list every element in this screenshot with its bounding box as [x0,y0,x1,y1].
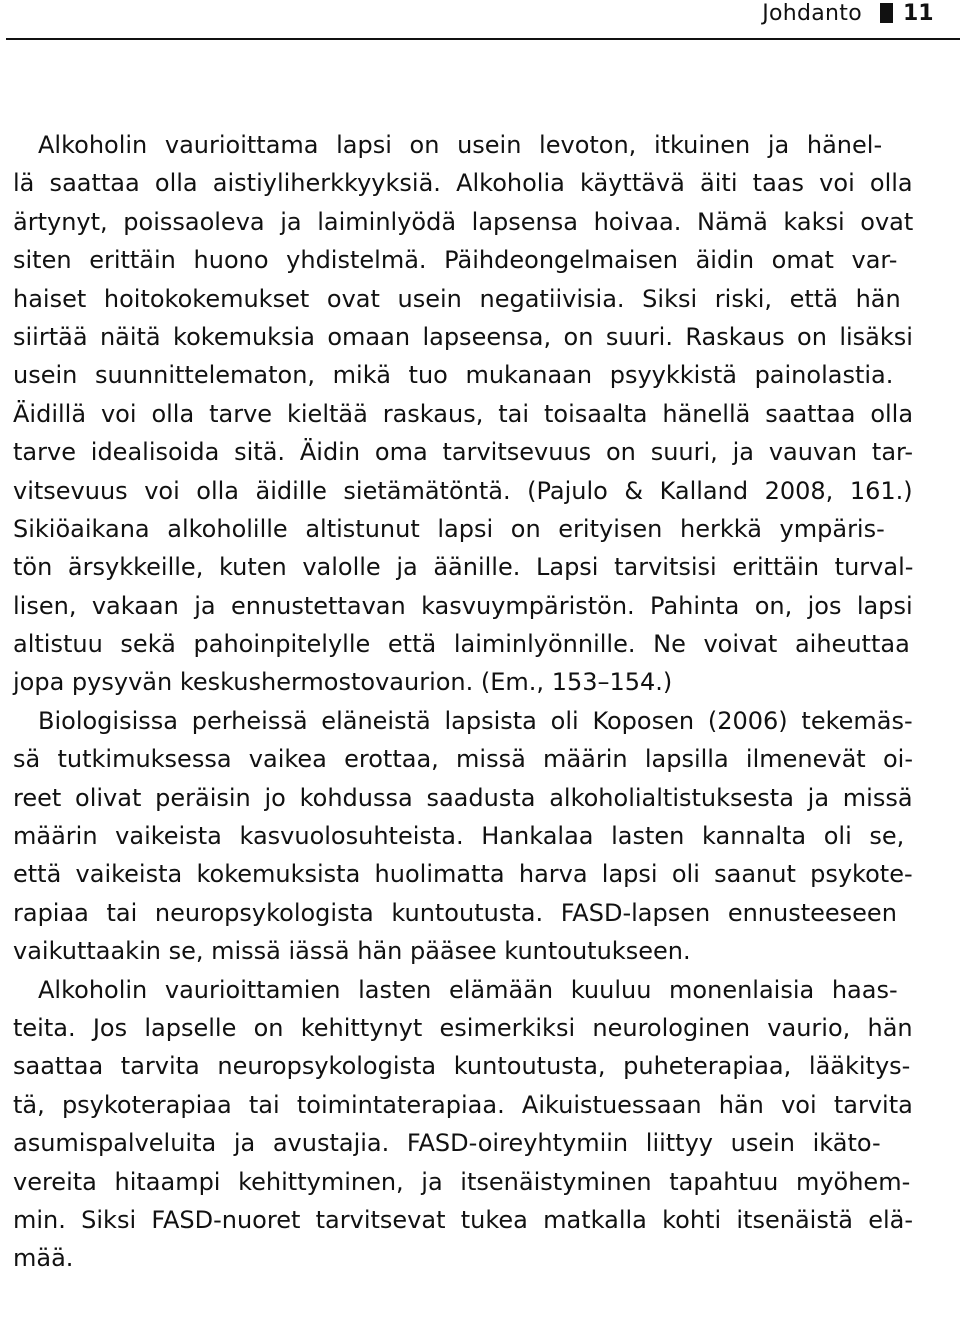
text-line: saattaa tarvita neuropsykologista kuntoutusta, puheterapiaa, lääkitys- [13,1052,911,1081]
text-line: Alkoholin vaurioittama lapsi on usein levoton, itkuinen ja hänel- [38,131,883,159]
text-line: tarve idealisoida sitä. Äidin oma tarvitsevuus on suuri, ja vauvan tar- [13,438,914,467]
text-line: vitsevuus voi olla äidille sietämätöntä. (Pajulo & Kalland 2008, 161.) [13,476,913,505]
text-line: siten erittäin huono yhdistelmä. Päihdeongelmaisen äidin omat var- [13,246,898,275]
text-line: reet olivat peräisin jo kohdussa saadusta alkoholialtistuksesta ja missä [13,783,913,812]
section-title: Johdanto [762,1,862,26]
text-line: tä, psykoterapiaa tai toimintaterapiaa. Aikuistuessaan hän voi tarvita [13,1090,913,1119]
text-line: sä tutkimuksessa vaikea erottaa, missä määrin lapsilla ilmenevät oi- [13,745,913,774]
text-line: rapiaa tai neuropsykologista kuntoutusta. FASD-lapsen ennusteeseen [13,898,897,927]
text-line: että vaikeista kokemuksista huolimatta harva lapsi oli saanut psykote- [13,860,913,889]
text-line: ärtynyt, poissaoleva ja laiminlyödä lapsensa hoivaa. Nämä kaksi ovat [13,207,914,236]
text-line: tön ärsykkeille, kuten valolle ja äänille. Lapsi tarvitsisi erittäin turval- [13,553,914,582]
text-line: vaikuttaakin se, missä iässä hän pääsee kuntoutukseen. [13,937,691,966]
text-line: Biologisissa perheissä eläneistä lapsista oli Koposen (2006) tekemäs- [38,706,913,735]
text-line: Äidillä voi olla tarve kieltää raskaus, tai toisaalta hänellä saattaa olla [13,399,914,428]
text-line: Sikiöaikana alkoholille altistunut lapsi on erityisen herkkä ympäris- [13,514,885,543]
text-line: usein suunnittelematon, mikä tuo mukanaan psyykkistä painolastia. [13,361,894,390]
text-line: vereita hitaampi kehittyminen, ja itsenäistyminen tapahtuu myöhem- [13,1167,911,1196]
text-line: mää. [13,1244,74,1273]
running-header [0,0,960,44]
text-line: määrin vaikeista kasvuolosuhteista. Hankalaa lasten kannalta oli se, [13,822,905,851]
text-line: lisen, vakaan ja ennustettavan kasvuympäristön. Pahinta on, jos lapsi [13,591,913,620]
text-line: siirtää näitä kokemuksia omaan lapseensa, on suuri. Raskaus on lisäksi [13,322,913,351]
text-line: jopa pysyvän keskushermostovaurion. (Em., 153–154.) [13,668,673,697]
page-number: 11 [903,1,934,26]
header-square-marker [880,3,893,23]
text-line: teita. Jos lapselle on kehittynyt esimerkiksi neurologinen vaurio, hän [13,1013,913,1042]
header-rule [6,38,960,40]
text-line: lä saattaa olla aistiyliherkkyyksiä. Alkoholia käyttävä äiti taas voi olla [13,169,913,198]
text-line: min. Siksi FASD-nuoret tarvitsevat tukea matkalla kohti itsenäistä elä- [13,1205,913,1234]
text-line: haiset hoitokokemukset ovat usein negatiivisia. Siksi riski, että hän [13,284,901,313]
body-text [13,126,938,1278]
text-line: asumispalveluita ja avustajia. FASD-oireyhtymiin liittyy usein ikäto- [13,1129,881,1158]
text-line: Alkoholin vaurioittamien lasten elämään kuuluu monenlaisia haas- [38,975,898,1004]
text-line: altistuu sekä pahoinpitelylle että laiminlyönnille. Ne voivat aiheuttaa [13,630,910,659]
